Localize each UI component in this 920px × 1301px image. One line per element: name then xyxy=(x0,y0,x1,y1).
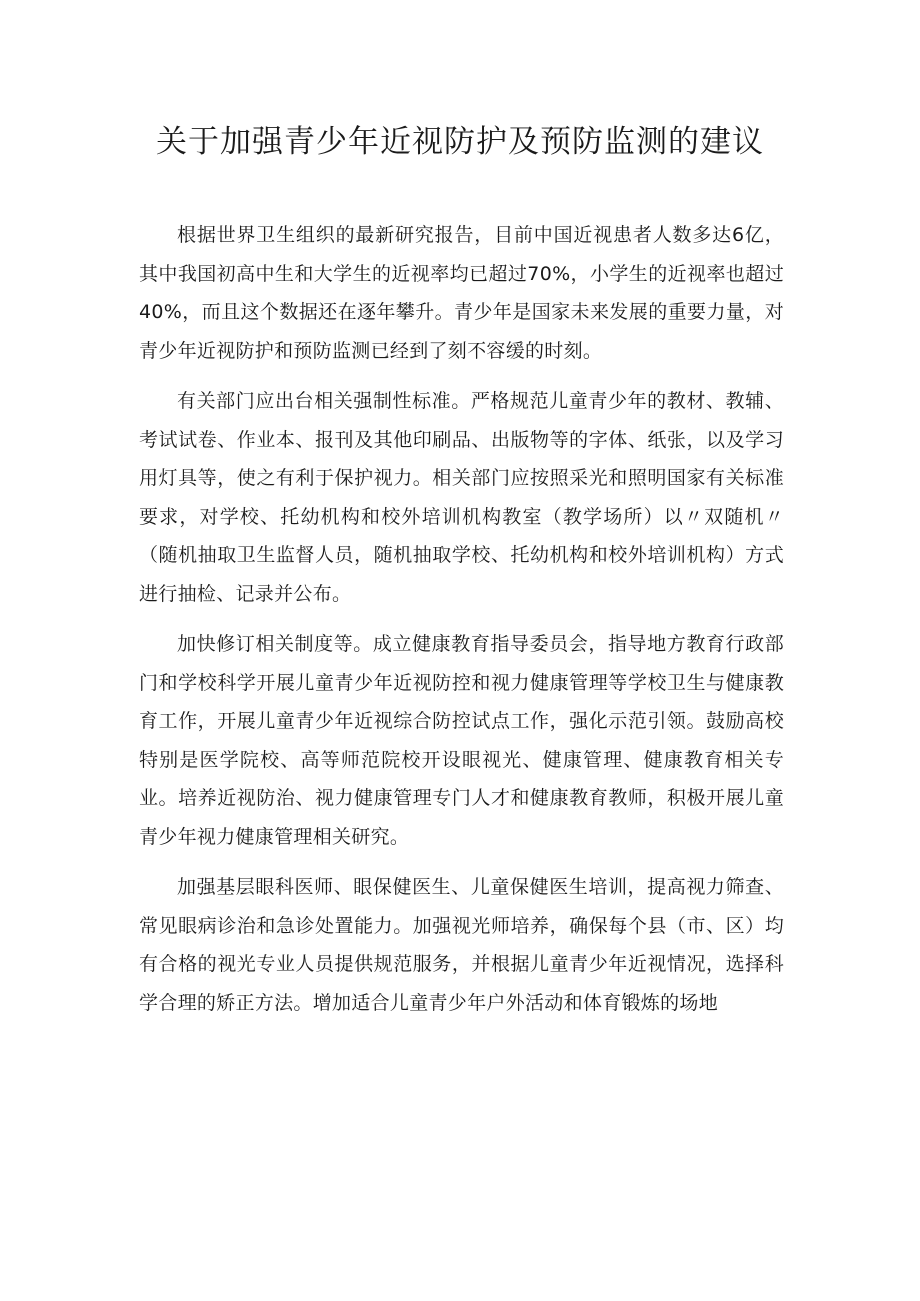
paragraph-3: 加快修订相关制度等。成立健康教育指导委员会，指导地方教育行政部门和学校科学开展儿童青少年近视防控和视力健康管理等学校卫生与健康教育工作，开展儿童青少年近视综合防控试点工作，强化示范引领。鼓励高校特别是医学院校、高等师范院校开设眼视光、健康管理、健康教育相关专业。培养近视防治、视力健康管理专门人才和健康教育教师，积极开展儿童青少年视力健康管理相关研究。 xyxy=(139,633,784,848)
paragraph-2: 有关部门应出台相关强制性标准。严格规范儿童青少年的教材、教辅、考试试卷、作业本、报刊及其他印刷品、出版物等的字体、纸张，以及学习用灯具等，使之有利于保护视力。相关部门应按照采光和照明国家有关标准要求，对学校、托幼机构和校外培训机构教室（教学场所）以〃双随机〃（随机抽取卫生监督人员，随机抽取学校、托幼机构和校外培训机构）方式进行抽检、记录并公布。 xyxy=(139,390,784,605)
paragraph-1: 根据世界卫生组织的最新研究报告，目前中国近视患者人数多达6亿，其中我国初高中生和大学生的近视率均已超过70%，小学生的近视率也超过40%，而且这个数据还在逐年攀升。青少年是国家未来发展的重要力量，对青少年近视防护和预防监测已经到了刻不容缓的时刻。 xyxy=(139,224,784,362)
document-body xyxy=(139,216,784,1034)
paragraph-4: 加强基层眼科医师、眼保健医生、儿童保健医生培训，提高视力筛查、常见眼病诊治和急诊处置能力。加强视光师培养，确保每个县（市、区）均有合格的视光专业人员提供规范服务，并根据儿童青少年近视情况，选择科学合理的矫正方法。增加适合儿童青少年户外活动和体育锻炼的场地 xyxy=(139,876,784,1014)
document-title: 关于加强青少年近视防护及预防监测的建议 xyxy=(156,124,764,160)
